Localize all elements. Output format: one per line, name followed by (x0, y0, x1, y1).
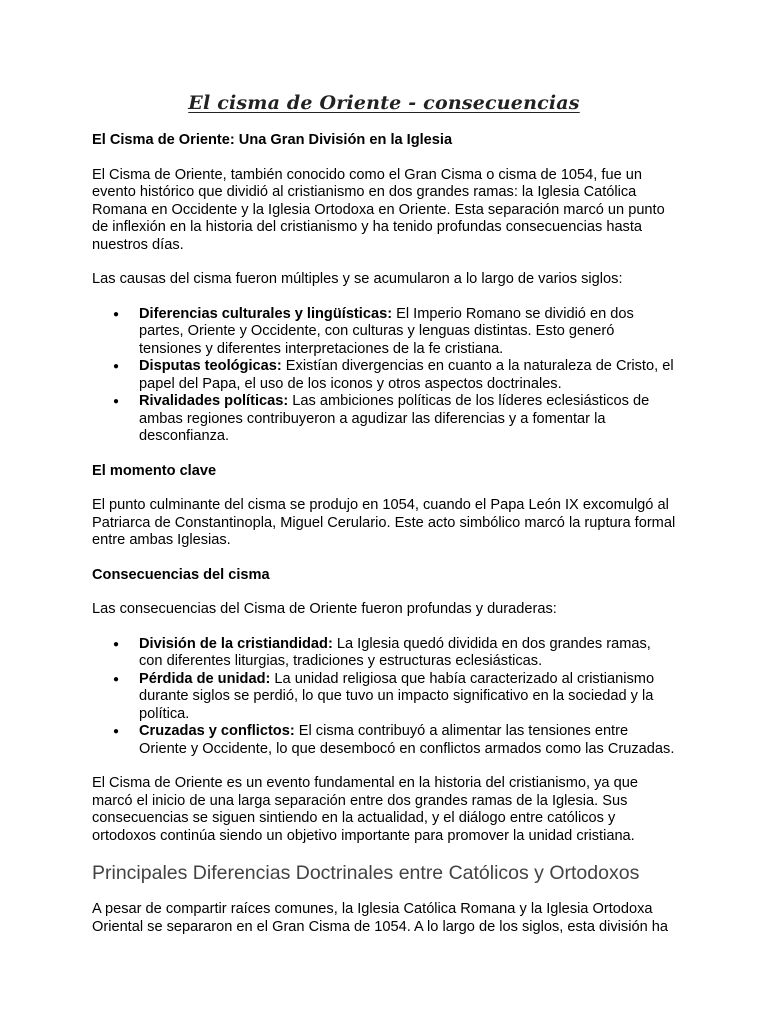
list-item-label: Diferencias culturales y lingüísticas: (139, 305, 393, 322)
list-item-label: Cruzadas y conflictos: (139, 723, 295, 739)
list-item-label: Pérdida de unidad: (139, 670, 271, 687)
section-heading-diferencias: Principales Diferencias Doctrinales entre Católicos y Ortodoxos (92, 862, 640, 884)
list-item (92, 671, 676, 724)
list-item-label: Rivalidades políticas: (139, 393, 289, 409)
intro-paragraph: El Cisma de Oriente, también conocido como el Gran Cisma o cisma de 1054, fue un evento histórico que dividió al cristianismo en dos grandes ramas: la Iglesia Católica Romana en Occidente y la Iglesia Ortodoxa en Oriente. Esta separación marcó un punto de inflexión en la historia del cristianismo y ha tenido profundas consecuencias hasta nuestros días. (92, 166, 665, 253)
list-item-text: La unidad religiosa que había caracterizado al cristianismo durante siglos se perdió, lo que tuvo un impacto significativo en la sociedad y la política. (139, 670, 655, 722)
list-item-text: La Iglesia quedó dividida en dos grandes ramas, con diferentes liturgias, tradiciones y estructuras eclesiásticas. (139, 635, 651, 669)
consecuencias-intro-paragraph: Las consecuencias del Cisma de Oriente fueron profundas y duraderas: (92, 601, 557, 617)
list-item-label: Disputas teológicas: (139, 358, 282, 374)
section-heading-consecuencias: Consecuencias del cisma (92, 566, 270, 583)
list-item (92, 393, 676, 446)
consequences-list (92, 636, 676, 759)
list-item (92, 306, 676, 359)
document-title: El cisma de Oriente - consecuencias (188, 92, 580, 114)
section-heading-momento-clave: El momento clave (92, 462, 217, 479)
causes-list (92, 306, 676, 446)
list-item-label: División de la cristiandidad: (139, 635, 333, 652)
list-item-text: El Imperio Romano se dividió en dos partes, Oriente y Occidente, con culturas y lenguas distintas. Esto generó tensiones y diferentes interpretaciones de la fe cristiana. (139, 305, 634, 357)
list-item (92, 723, 676, 758)
section-heading-cisma: El Cisma de Oriente: Una Gran División en la Iglesia (92, 132, 453, 148)
causes-intro-paragraph: Las causas del cisma fueron múltiples y se acumularon a lo largo de varios siglos: (92, 271, 623, 287)
list-item (92, 636, 676, 671)
diferencias-paragraph: A pesar de compartir raíces comunes, la Iglesia Católica Romana y la Iglesia Ortodoxa Oriental se separaron en el Gran Cisma de 1054. A lo largo de los siglos, esta división ha (92, 901, 668, 935)
momento-clave-paragraph: El punto culminante del cisma se produjo en 1054, cuando el Papa León IX excomulgó al Patriarca de Constantinopla, Miguel Cerulario. Este acto simbólico marcó la ruptura formal entre ambas Iglesias. (92, 497, 676, 548)
list-item-text: Existían divergencias en cuanto a la naturaleza de Cristo, el papel del Papa, el uso de los iconos y otros aspectos doctrinales. (139, 358, 674, 392)
list-item-text: El cisma contribuyó a alimentar las tensiones entre Oriente y Occidente, lo que desembocó en conflictos armados como las Cruzadas. (139, 723, 675, 757)
document-page (92, 86, 676, 936)
list-item (92, 358, 676, 393)
conclusion-paragraph: El Cisma de Oriente es un evento fundamental en la historia del cristianismo, ya que marcó el inicio de una larga separación entre dos grandes ramas de la Iglesia. Sus consecuencias se siguen sintiendo en la actualidad, y el diálogo entre católicos y ortodoxos continúa siendo un objetivo importante para promover la unidad cristiana. (92, 775, 638, 844)
list-item-text: Las ambiciones políticas de los líderes eclesiásticos de ambas regiones contribuyeron a agudizar las diferencias y a fomentar la desconfianza. (139, 393, 650, 444)
